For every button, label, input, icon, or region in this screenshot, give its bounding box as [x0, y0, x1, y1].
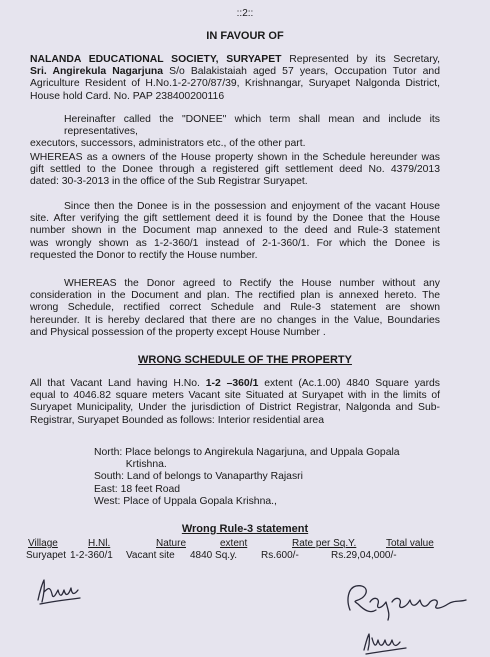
table-header-cell: extent — [220, 538, 248, 549]
whereas-paragraph-2 — [30, 278, 440, 339]
paragraph-line: number shown in the Document map annexed to the deed and Rule-3 statement — [30, 225, 440, 237]
schedule-text: extent (Ac.1.00) 4840 Square yards — [258, 378, 441, 389]
paragraph-line: Registrar, Suryapet Bounded as follows: Interior residential area — [30, 414, 324, 426]
donee-signature — [34, 574, 84, 610]
paragraph-line: requested the Donor to rectify the House number. — [30, 249, 258, 261]
page-title: IN FAVOUR OF — [206, 30, 284, 42]
paragraph-line: gift settled to the Donee through a registered gift settlement deed No. 4379/2013 — [30, 164, 440, 176]
paragraph-line: consideration in the Document and plan. The rectified plan is annexed hereto. The — [30, 290, 440, 302]
whereas-paragraph-1 — [30, 152, 440, 189]
table-header-cell: Rate per Sq.Y. — [292, 538, 357, 549]
table-cell: Rs.600/- — [261, 550, 299, 561]
table-header-cell: Village — [28, 538, 58, 549]
schedule-paragraph — [30, 378, 440, 427]
since-paragraph — [30, 201, 440, 262]
boundaries-list — [94, 447, 434, 508]
donee-secretary-name: Sri. Angirekula Nagarjuna — [30, 66, 164, 78]
table-header-cell: Total value — [386, 538, 434, 549]
boundary-west: West: Place of Uppala Gopala Krishna., — [94, 495, 277, 507]
boundary-south: South: Land of belongs to Vanaparthy Rajasri — [94, 471, 303, 483]
donee-address: Agriculture Resident of H.No.1-2-270/87/39, Krishnangar, Suryapet Nalgonda District, — [30, 78, 440, 90]
donor-signature — [336, 580, 476, 622]
table-cell: 1-2-360/1 — [70, 550, 113, 561]
paragraph-line: equal to 4046.82 square meters Vacant site Situated at Suryapet with in the limits of — [30, 390, 440, 402]
schedule-text: All that Vacant Land having H.No. — [30, 378, 206, 389]
paragraph-line: hereunder. It is hereby declared that there are no changes in the Value, Boundaries — [30, 314, 440, 326]
paragraph-line: was wrongly shown as 1-2-360/1 instead of 2-1-360/1. For which the Donee is — [30, 237, 440, 249]
table-cell: Vacant site — [126, 550, 175, 561]
hereinafter-paragraph — [30, 114, 440, 151]
page-number: ::2:: — [236, 8, 254, 19]
table-header-cell: Nature — [156, 538, 187, 549]
paragraph-line: WHEREAS the Donor agreed to Rectify the House number without any — [64, 278, 440, 289]
rule3-heading: Wrong Rule-3 statement — [181, 523, 309, 535]
donee-represented: Represented by its Secretary, — [289, 54, 441, 65]
table-cell: Rs.29,04,000/- — [331, 550, 397, 561]
paragraph-line: site. After verifying the gift settlement deed it is found by the Donee that the House — [30, 213, 440, 225]
table-cell: Suryapet — [26, 550, 67, 561]
paragraph-line: executors, successors, administrators etc., of the other part. — [30, 138, 306, 150]
paragraph-line: wrong Schedule, rectified correct Schedule and Rule-3 statement are shown — [30, 302, 440, 314]
paragraph-line: dated: 30-3-2013 in the office of the Sub Registrar Suryapet. — [30, 176, 308, 188]
table-header-cell: H.Nl. — [88, 538, 111, 549]
table-cell: 4840 Sq.y. — [190, 550, 238, 561]
donee-organisation: NALANDA EDUCATIONAL SOCIETY, SURYAPET — [30, 54, 282, 65]
witness-signature — [360, 628, 410, 656]
boundary-north: North: Place belongs to Angirekula Nagarjuna, and Uppala Gopala — [94, 447, 400, 458]
paragraph-line: and Physical possession of the property except House Number . — [30, 326, 326, 338]
donee-card-number: House hold Card. No. PAP 238400200116 — [30, 90, 225, 102]
boundary-east: East: 18 feet Road — [94, 483, 181, 495]
paragraph-line: WHEREAS as a owners of the House property shown in the Schedule hereunder was — [30, 152, 440, 163]
donee-block — [30, 54, 440, 103]
boundary-north-cont: Krtishna. — [94, 459, 167, 471]
wrong-schedule-heading: WRONG SCHEDULE OF THE PROPERTY — [138, 354, 352, 366]
paragraph-line: Since then the Donee is in the possession and enjoyment of the vacant House — [64, 201, 440, 212]
paragraph-line: Suryapet Municipality, Under the jurisdiction of District Registrar, Nalgonda and Sub- — [30, 402, 440, 414]
donee-details: S/o Balakistaiah aged 57 years, Occupation Tutor and — [169, 66, 440, 78]
schedule-house-number: 1-2 –360/1 — [205, 378, 259, 389]
paragraph-line: Hereinafter called the "DONEE" which term shall mean and include its representatives, — [64, 114, 440, 138]
